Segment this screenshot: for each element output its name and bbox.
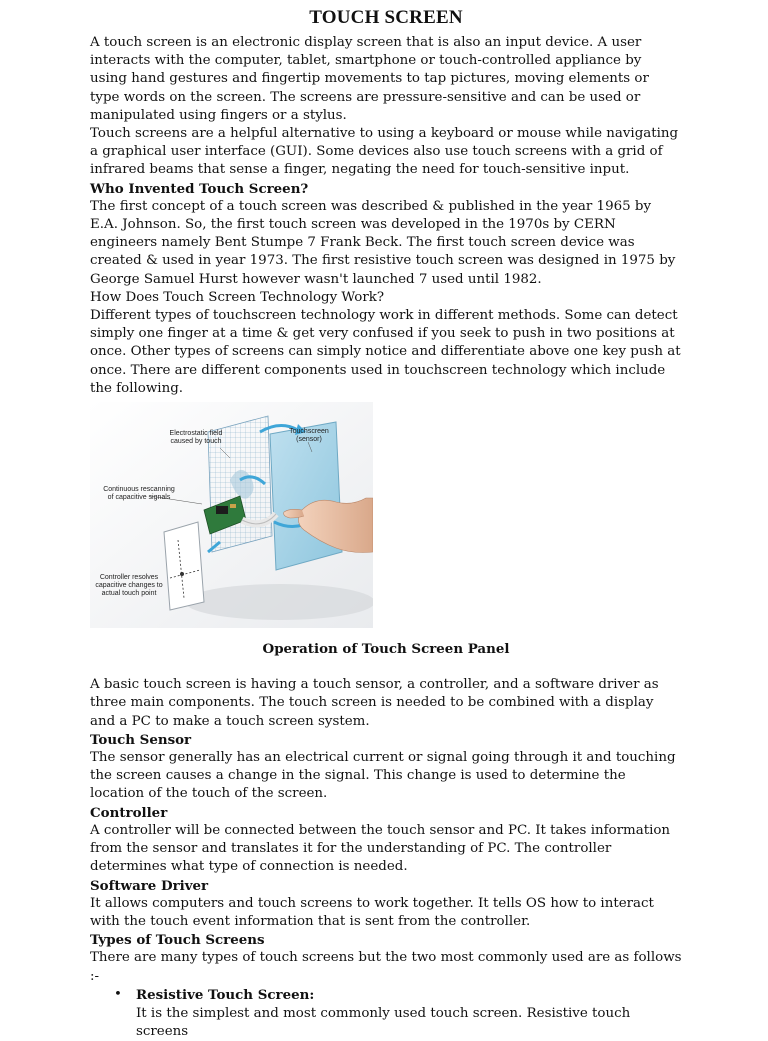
document-page bbox=[90, 6, 682, 1041]
list-item bbox=[114, 986, 682, 1041]
list-item-title: Resistive Touch Screen: bbox=[136, 986, 315, 1003]
invented-paragraph: The first concept of a touch screen was described & published in the year 1965 by E.A. Johnson. So, the first touch screen was developed in the 1970s by CERN engineers namely Bent Stumpe 7 Frank Beck. The first touch screen device was created & used in year 1973. The first resistive touch screen was designed in 1975 by George Samuel Hurst however wasn't launched 7 used until 1982. bbox=[90, 198, 676, 287]
software-driver-heading: Software Driver bbox=[90, 877, 209, 894]
label-continuous-rescanning: Continuous rescanning of capacitive signals bbox=[103, 486, 175, 502]
controller-paragraph: A controller will be connected between the touch sensor and PC. It takes information from the sensor and translates it for the understanding of PC. The controller determines what type of connection is needed. bbox=[90, 822, 671, 875]
touch-sensor-heading: Touch Sensor bbox=[90, 731, 192, 748]
list-item-text: It is the simplest and most commonly used touch screen. Resistive touch screens bbox=[136, 1005, 631, 1040]
bullet-marker: • bbox=[114, 986, 122, 1002]
touch-screen-diagram bbox=[90, 402, 373, 628]
types-heading: Types of Touch Screens bbox=[90, 932, 265, 949]
components-paragraph: A basic touch screen is having a touch sensor, a controller, and a software driver as three main components. The touch screen is needed to be combined with a display and a PC to make a touch screen system. bbox=[90, 677, 659, 729]
types-list bbox=[90, 986, 682, 1041]
label-electrostatic-field: Electrostatic field caused by touch bbox=[169, 430, 223, 446]
invented-heading: Who Invented Touch Screen? bbox=[90, 180, 309, 197]
how-heading: How Does Touch Screen Technology Work? bbox=[90, 289, 385, 305]
label-controller-resolves: Controller resolves capacitive changes to actual touch point bbox=[95, 574, 163, 598]
touch-sensor-paragraph: The sensor generally has an electrical current or signal going through it and touching the screen causes a change in the signal. This change is used to determine the location of the touch of the screen. bbox=[90, 750, 676, 802]
page-title: TOUCH SCREEN bbox=[309, 7, 463, 28]
controller-heading: Controller bbox=[90, 804, 168, 821]
how-paragraph: Different types of touchscreen technology work in different methods. Some can detect simply one finger at a time & get very confused if you seek to push in two positions at once. Other types of screens can simply notice and differentiate above one key push at once. There are different components used in touchscreen technology which include the following. bbox=[90, 308, 681, 396]
intro-paragraph-2: Touch screens are a helpful alternative to using a keyboard or mouse while navigating a graphical user interface (GUI). Some devices also use touch screens with a grid of infrared beams that sense a finger, negating the need for touch-sensitive input. bbox=[90, 126, 679, 178]
intro-paragraph-1: A touch screen is an electronic display screen that is also an input device. A user interacts with the computer, tablet, smartphone or touch-controlled appliance by using hand gestures and fingertip movements to tap pictures, moving elements or type words on the screen. The screens are pressure-sensitive and can be used or manipulated using fingers or a stylus. bbox=[90, 35, 649, 123]
figure-caption: Operation of Touch Screen Panel bbox=[262, 641, 510, 658]
software-driver-paragraph: It allows computers and touch screens to work together. It tells OS how to interact with the touch event information that is sent from the controller. bbox=[90, 895, 654, 929]
label-touchscreen-sensor: Touchscreen (sensor) bbox=[289, 428, 329, 444]
types-paragraph: There are many types of touch screens but the two most commonly used are as follows :- bbox=[90, 950, 682, 984]
